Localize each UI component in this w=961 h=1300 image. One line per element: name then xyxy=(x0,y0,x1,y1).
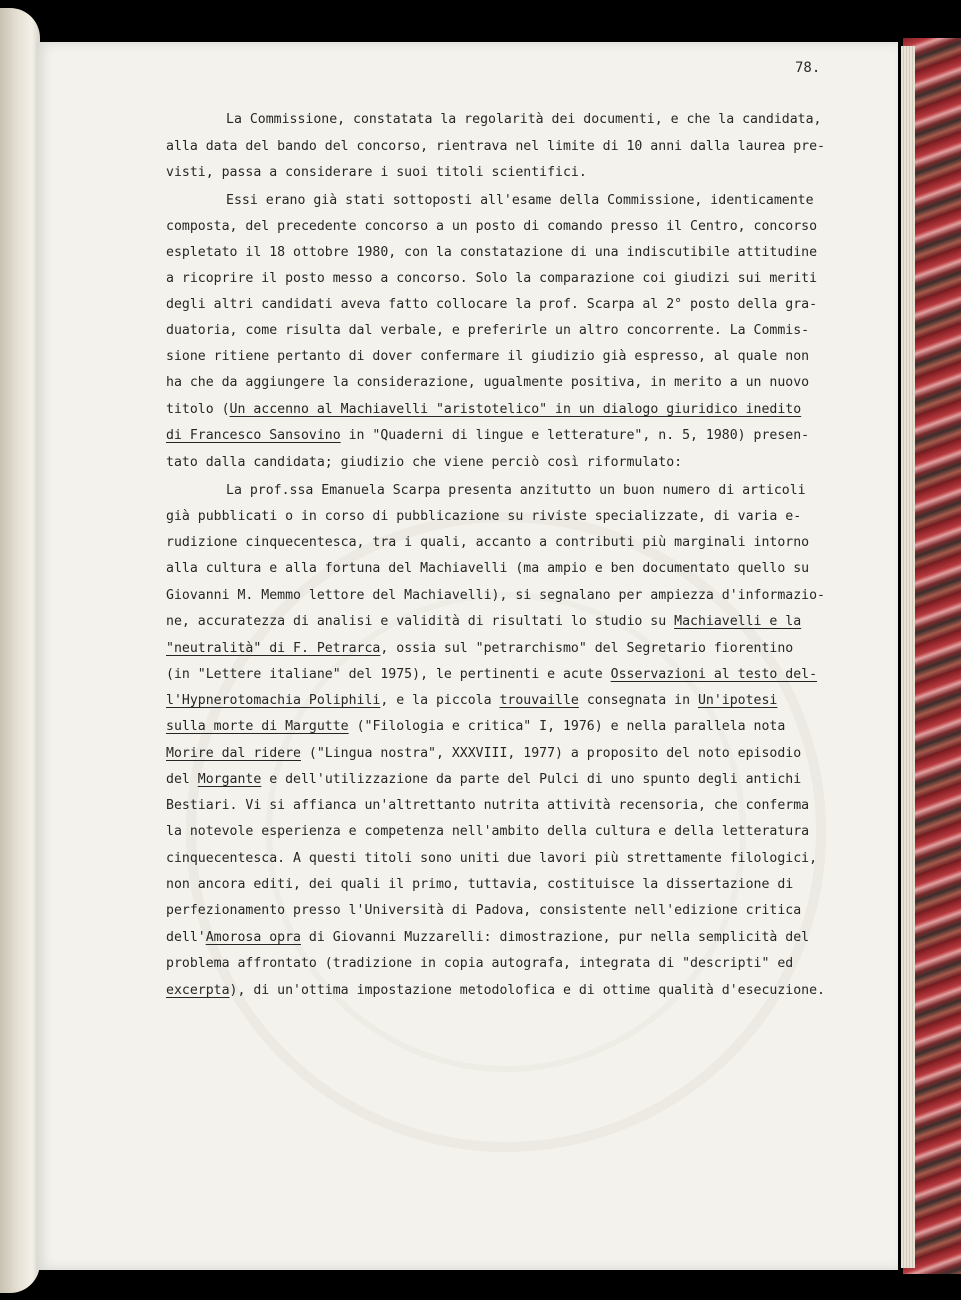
text-span: tato dalla candidata; giudizio che viene perciò così riformulato: xyxy=(166,455,683,470)
text-span: espletato il 18 ottobre 1980, con la constatazione di una indiscutibile attitudine xyxy=(166,245,818,260)
text-span: rudizione cinquecentesca, tra i quali, accanto a contributi più marginali intorno xyxy=(166,535,810,550)
text-span: consegnata in xyxy=(578,693,698,708)
text-span: dell' xyxy=(166,930,206,945)
underlined-title: "neutralità" di F. Petrarca xyxy=(166,641,381,656)
text-span: ), di un'ottima impostazione metodolofica e di ottime qualità d'esecuzione. xyxy=(229,983,825,998)
text-line xyxy=(166,245,817,261)
text-span: degli altri candidati aveva fatto collocare la prof. Scarpa al 2° posto della gra- xyxy=(166,297,818,312)
underlined-title: Amorosa opra xyxy=(205,930,301,945)
text-line xyxy=(166,297,817,313)
text-span: composta, del precedente concorso a un posto di comando presso il Centro, concorso xyxy=(166,219,818,234)
text-span: La prof.ssa Emanuela Scarpa presenta anzitutto un buon numero di articoli xyxy=(226,483,806,498)
text-line xyxy=(166,798,809,814)
text-span: perfezionamento presso l'Università di Padova, consistente nell'edizione critica xyxy=(166,903,802,918)
text-span: sione ritiene pertanto di dover confermare il giudizio già espresso, al quale non xyxy=(166,349,810,364)
page-stack-edges xyxy=(901,46,915,1268)
underlined-title: Un'ipotesi xyxy=(697,693,778,708)
text-line xyxy=(166,930,809,946)
text-span: Bestiari. Vi si affianca un'altrettanto nutrita attività recensoria, che conferma xyxy=(166,798,810,813)
text-line xyxy=(166,402,801,418)
underlined-title: Morgante xyxy=(197,772,262,787)
underlined-title: trouvaille xyxy=(499,693,579,708)
text-span: Essi erano già stati sottoposti all'esame della Commissione, identicamente xyxy=(226,193,814,208)
text-span: duatoria, come risulta dal verbale, e preferirle un altro concorrente. La Commis- xyxy=(166,323,810,338)
text-line xyxy=(166,877,793,893)
text-span: non ancora editi, dei quali il primo, tuttavia, costituisce la dissertazione di xyxy=(166,877,794,892)
text-span: ha che da aggiungere la considerazione, ugualmente positiva, in merito a un nuovo xyxy=(166,375,810,390)
text-line xyxy=(166,455,682,471)
text-line xyxy=(166,271,817,287)
text-line xyxy=(166,693,777,709)
text-span: la notevole esperienza e competenza nell'ambito della cultura e della letteratura xyxy=(166,824,810,839)
underlined-title: sulla morte di Margutte xyxy=(166,719,349,734)
text-span: del xyxy=(166,772,198,787)
text-span: , e la piccola xyxy=(380,693,500,708)
facing-page-edge xyxy=(0,8,40,1293)
text-line xyxy=(166,956,793,972)
text-line xyxy=(166,588,825,604)
text-span: problema affrontato (tradizione in copia autografa, integrata di "descripti" ed xyxy=(166,956,794,971)
text-line xyxy=(166,667,817,683)
text-span: (in "Lettere italiane" del 1975), le pertinenti e acute xyxy=(166,667,611,682)
underlined-title: Un accenno al Machiavelli "aristotelico" in un dialogo giuridico inedito xyxy=(229,402,802,417)
text-line xyxy=(166,375,809,391)
underlined-title: l'Hypnerotomachia Poliphili xyxy=(166,693,381,708)
text-line xyxy=(166,903,801,919)
text-span: titolo ( xyxy=(166,402,230,417)
text-line xyxy=(166,509,801,525)
text-span: cinquecentesca. A questi titoli sono uniti due lavori più strettamente filologici, xyxy=(166,851,818,866)
text-line xyxy=(166,323,809,339)
text-line xyxy=(166,983,825,999)
text-line xyxy=(166,719,785,735)
text-span: e dell'utilizzazione da parte del Pulci di uno spunto degli antichi xyxy=(261,772,802,787)
text-span: La Commissione, constatata la regolarità dei documenti, e che la candidata, xyxy=(226,112,822,127)
text-line xyxy=(166,824,809,840)
text-span: , ossia sul "petrarchismo" del Segretario fiorentino xyxy=(380,641,794,656)
text-span: alla cultura e alla fortuna del Machiavelli (ma ampio e ben documentato quello su xyxy=(166,561,810,576)
text-span: ne, accuratezza di analisi e validità di risultati lo studio su xyxy=(166,614,675,629)
text-line xyxy=(166,219,817,235)
text-line xyxy=(226,112,821,128)
text-line xyxy=(166,349,809,365)
text-line xyxy=(166,641,793,657)
text-line xyxy=(166,746,801,762)
text-span: ("Filologia e critica" I, 1976) e nella parallela nota xyxy=(348,719,786,734)
text-line xyxy=(166,535,809,551)
text-line xyxy=(226,483,806,499)
underlined-title: di Francesco Sansovino xyxy=(166,428,341,443)
text-span: visti, passa a considerare i suoi titoli scientifici. xyxy=(166,165,587,180)
page-number: 78. xyxy=(795,60,821,76)
text-line xyxy=(226,193,814,209)
text-line xyxy=(166,165,587,181)
text-span: di Giovanni Muzzarelli: dimostrazione, pur nella semplicità del xyxy=(300,930,810,945)
text-line xyxy=(166,428,809,444)
text-span: alla data del bando del concorso, rientrava nel limite di 10 anni dalla laurea pre- xyxy=(166,139,825,154)
text-span: Giovanni M. Memmo lettore del Machiavelli), si segnalano per ampiezza d'informazio- xyxy=(166,588,825,603)
text-span: ("Lingua nostra", XXXVIII, 1977) a proposito del noto episodio xyxy=(300,746,802,761)
text-line xyxy=(166,851,817,867)
underlined-title: Morire dal ridere xyxy=(166,746,301,761)
underlined-title: Osservazioni al testo del- xyxy=(610,667,818,682)
text-line xyxy=(166,561,809,577)
text-span: a ricoprire il posto messo a concorso. Solo la comparazione coi giudizi sui meriti xyxy=(166,271,818,286)
underlined-title: excerpta xyxy=(166,983,230,998)
text-span: in "Quaderni di lingue e letterature", n. 5, 1980) presen- xyxy=(340,428,810,443)
text-line xyxy=(166,614,801,630)
text-span: già pubblicati o in corso di pubblicazione su riviste specializzate, di varia e- xyxy=(166,509,802,524)
text-line xyxy=(166,139,825,155)
underlined-title: Machiavelli e la xyxy=(674,614,802,629)
text-line xyxy=(166,772,801,788)
